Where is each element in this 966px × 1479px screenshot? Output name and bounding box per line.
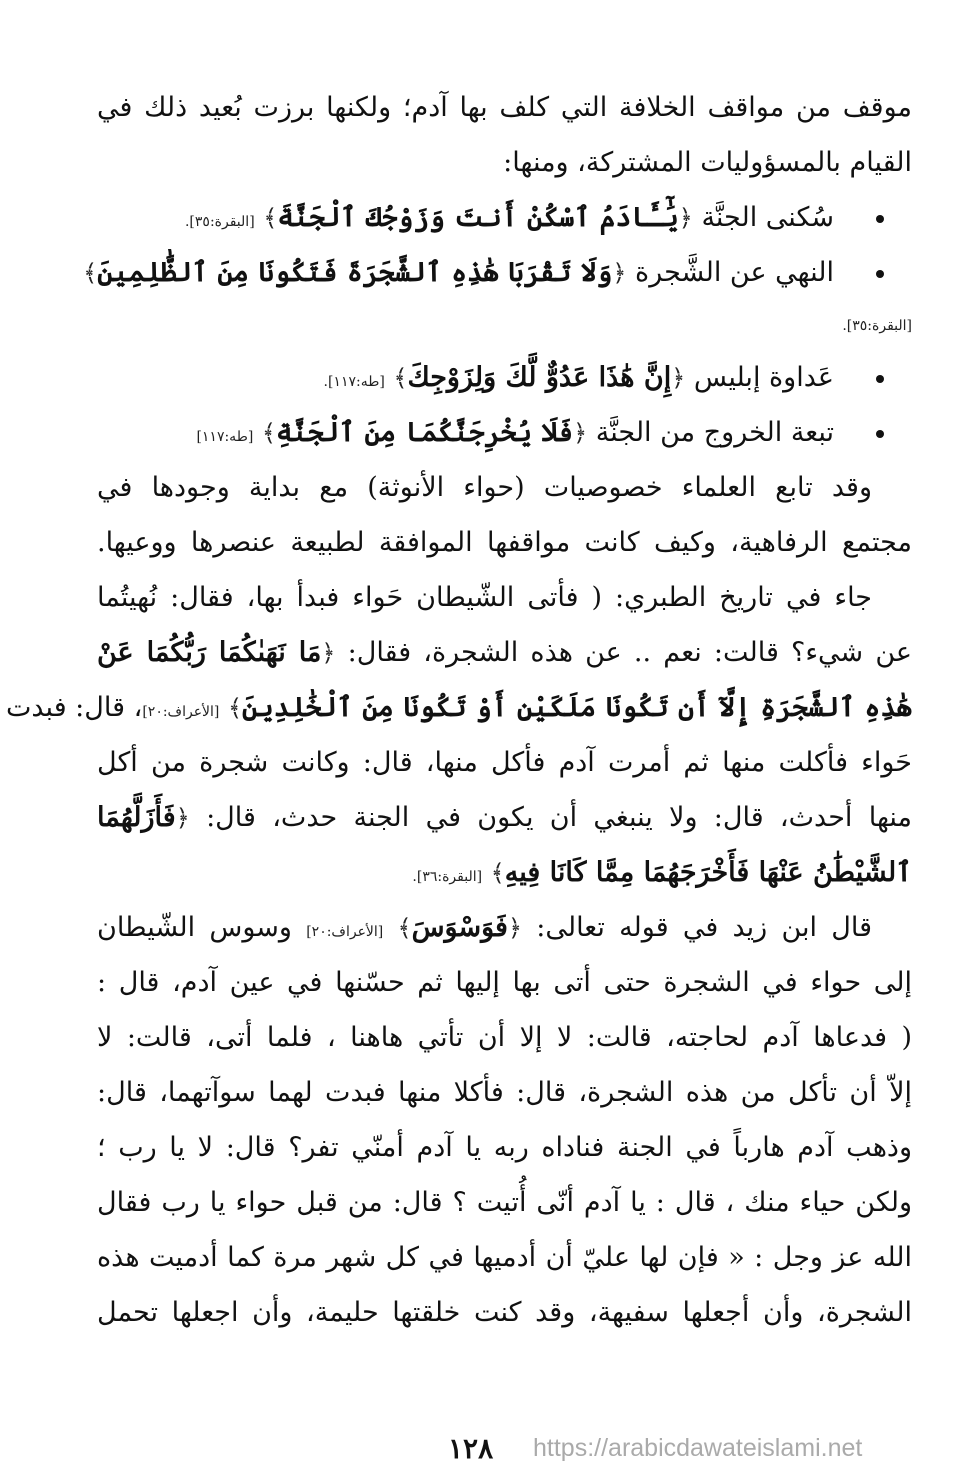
quran-verse: مَا نَهَىٰكُمَا رَبُّكُمَا عَنْ [97, 637, 322, 668]
text-line: قال ابن زيد في قوله تعالى: ﴿فَوَسْوَسَ﴾ [الأعراف:٢٠] وسوس الشّيطان [97, 912, 872, 943]
text-line: وقد تابع العلماء خصوصيات (حواء الأنوثة) مع بداية وجودها في [97, 472, 872, 503]
text-line: الشجرة، وأن أجعلها سفيهة، وقد كنت خلقتها حليمة، وأن اجعلها تحمل [97, 1297, 912, 1328]
text-line: حَواء فأكلت منها ثم أمرت آدم فأكل منها، قال: وكانت شجرة من أكل [97, 747, 912, 778]
page-footer [0, 1430, 966, 1466]
text-line: مجتمع الرفاهية، وكيف كانت مواقفها الموافقة لطبيعة عنصرها ووعيها. [97, 527, 912, 558]
text-span: عن شيء؟ قالت: نعم .. عن هذه الشجرة، فقال: [347, 637, 912, 668]
quran-verse: إِنَّ هَٰذَا عَدُوٌّ لَّكَ وَلِزَوْجِكَ [407, 362, 672, 393]
text-line: ٱلشَّيْطَٰنُ عَنْهَا فَأَخْرَجَهُمَا مِمَّا كَانَا فِيهِ﴾ [البقرة:٣٦]. [412, 857, 912, 888]
quran-verse: يَٰٓـَٔادَمُ ٱسْكُنْ أَنتَ وَزَوْجُكَ ٱلْجَنَّةَ [277, 202, 679, 233]
page-number: ١٢٨ [448, 1432, 494, 1465]
text-span: وسوس الشّيطان [97, 912, 292, 943]
text-line: الله عز وجل : « فإن لها عليّ أن أدميها في كل شهر مرة كما أدميت هذه [97, 1242, 912, 1273]
verse-reference: [البقرة:٣٦]. [412, 869, 483, 885]
verse-reference-line [97, 300, 912, 350]
text-line: موقف من مواقف الخلافة التي كلف بها آدم؛ ولكنها برزت بُعيد ذلك في [97, 92, 912, 123]
text-line: هَٰذِهِ ٱلشَّجَرَةِ إِلَّآ أَن تَكُونَا مَلَكَيْنِ أَوْ تَكُونَا مِنَ ٱلْخَٰلِدِينَ﴾ [الأعراف:٢٠]، قال: فبدت [5, 692, 912, 723]
bullet-item: عَداوة إبليس ﴿إِنَّ هَٰذَا عَدُوٌّ لَّكَ وَلِزَوْجِكَ﴾ [طه:١١٧]. [97, 350, 912, 405]
bullet-item: تبعة الخروج من الجنَّة ﴿فَلَا يُخْرِجَنَّكُمَا مِنَ ٱلْجَنَّةِ﴾ [طه:١١٧] [97, 405, 912, 460]
text-line: جاء في تاريخ الطبري: ( فأتى الشّيطان حَواء فبدأ بها، فقال: نُهيتُما [97, 582, 872, 613]
bullet-label: النهي عن الشَّجرة [635, 257, 834, 288]
bullet-label: عَداوة إبليس [693, 362, 834, 393]
verse-reference: [الأعراف:٢٠] [142, 704, 220, 720]
quran-verse: فَلَا يُخْرِجَنَّكُمَا مِنَ ٱلْجَنَّةِ [275, 417, 574, 448]
text-span: ، قال: فبدت [5, 692, 143, 723]
verse-reference: [البقرة:٣٥]. [842, 318, 912, 334]
verse-reference: [البقرة:٣٥]. [184, 214, 255, 230]
quran-verse: وَلَا تَقْرَبَا هَٰذِهِ ٱلشَّجَرَةَ فَتَكُونَا مِنَ ٱلظَّٰلِمِينَ [97, 257, 613, 288]
quran-verse: هَٰذِهِ ٱلشَّجَرَةِ إِلَّآ أَن تَكُونَا مَلَكَيْنِ أَوْ تَكُونَا مِنَ ٱلْخَٰلِدِينَ [242, 692, 912, 723]
verse-reference: [طه:١١٧] [196, 429, 254, 445]
text-line: وذهب آدم هارباً في الجنة فناداه ربه يا آدم أمنّي تفر؟ قال: لا يا رب ؛ [97, 1132, 912, 1163]
text-line: القيام بالمسؤوليات المشتركة، ومنها: [503, 147, 912, 178]
page-body [5, 80, 912, 1340]
text-line: ( فدعاها آدم لحاجته، قالت: لا إلا أن تأتي هاهنا ، فلما أتى، قالت: لا [97, 1022, 912, 1053]
text-line: منها أحدث، قال: ولا ينبغي أن يكون في الجنة حدث، قال: ﴿فَأَزَلَّهُمَا [97, 802, 912, 833]
text-span: قال ابن زيد في قوله تعالى: [536, 912, 872, 943]
bullet-item: النهي عن الشَّجرة ﴿وَلَا تَقْرَبَا هَٰذِهِ ٱلشَّجَرَةَ فَتَكُونَا مِنَ ٱلظَّٰلِمِينَ﴾ [97, 245, 912, 300]
text-line: إلى حواء في الشجرة حتى أتى بها إليها ثم حسّنها في عين آدم، قال : [97, 967, 912, 998]
verse-reference: [طه:١١٧]. [323, 374, 385, 390]
quran-verse: فَوَسْوَسَ [411, 912, 508, 943]
text-line: إلاّ أن تأكل من هذه الشجرة، قال: فأكلا منها فبدت لهما سوآتهما، قال: [97, 1077, 912, 1108]
bullet-label: تبعة الخروج من الجنَّة [595, 417, 834, 448]
quran-verse: فَأَزَلَّهُمَا [97, 802, 176, 833]
text-line: عن شيء؟ قالت: نعم .. عن هذه الشجرة، فقال: ﴿مَا نَهَىٰكُمَا رَبُّكُمَا عَنْ [97, 637, 912, 668]
quran-verse: ٱلشَّيْطَٰنُ عَنْهَا فَأَخْرَجَهُمَا مِمَّا كَانَا فِيهِ [504, 857, 912, 888]
watermark-url: https://arabicdawateislami.net [533, 1434, 863, 1462]
verse-reference: [الأعراف:٢٠] [306, 924, 384, 940]
text-line: ولكن حياء منك ، قال : يا آدم أنّى أُتيت ؟ قال: من قبل حواء يا رب فقال [97, 1187, 912, 1218]
text-span: منها أحدث، قال: ولا ينبغي أن يكون في الجنة حدث، قال: [206, 802, 912, 833]
bullet-label: سُكنى الجنَّة [701, 202, 834, 233]
bullet-item: سُكنى الجنَّة ﴿يَٰٓـَٔادَمُ ٱسْكُنْ أَنتَ وَزَوْجُكَ ٱلْجَنَّةَ﴾ [البقرة:٣٥]. [97, 190, 912, 245]
